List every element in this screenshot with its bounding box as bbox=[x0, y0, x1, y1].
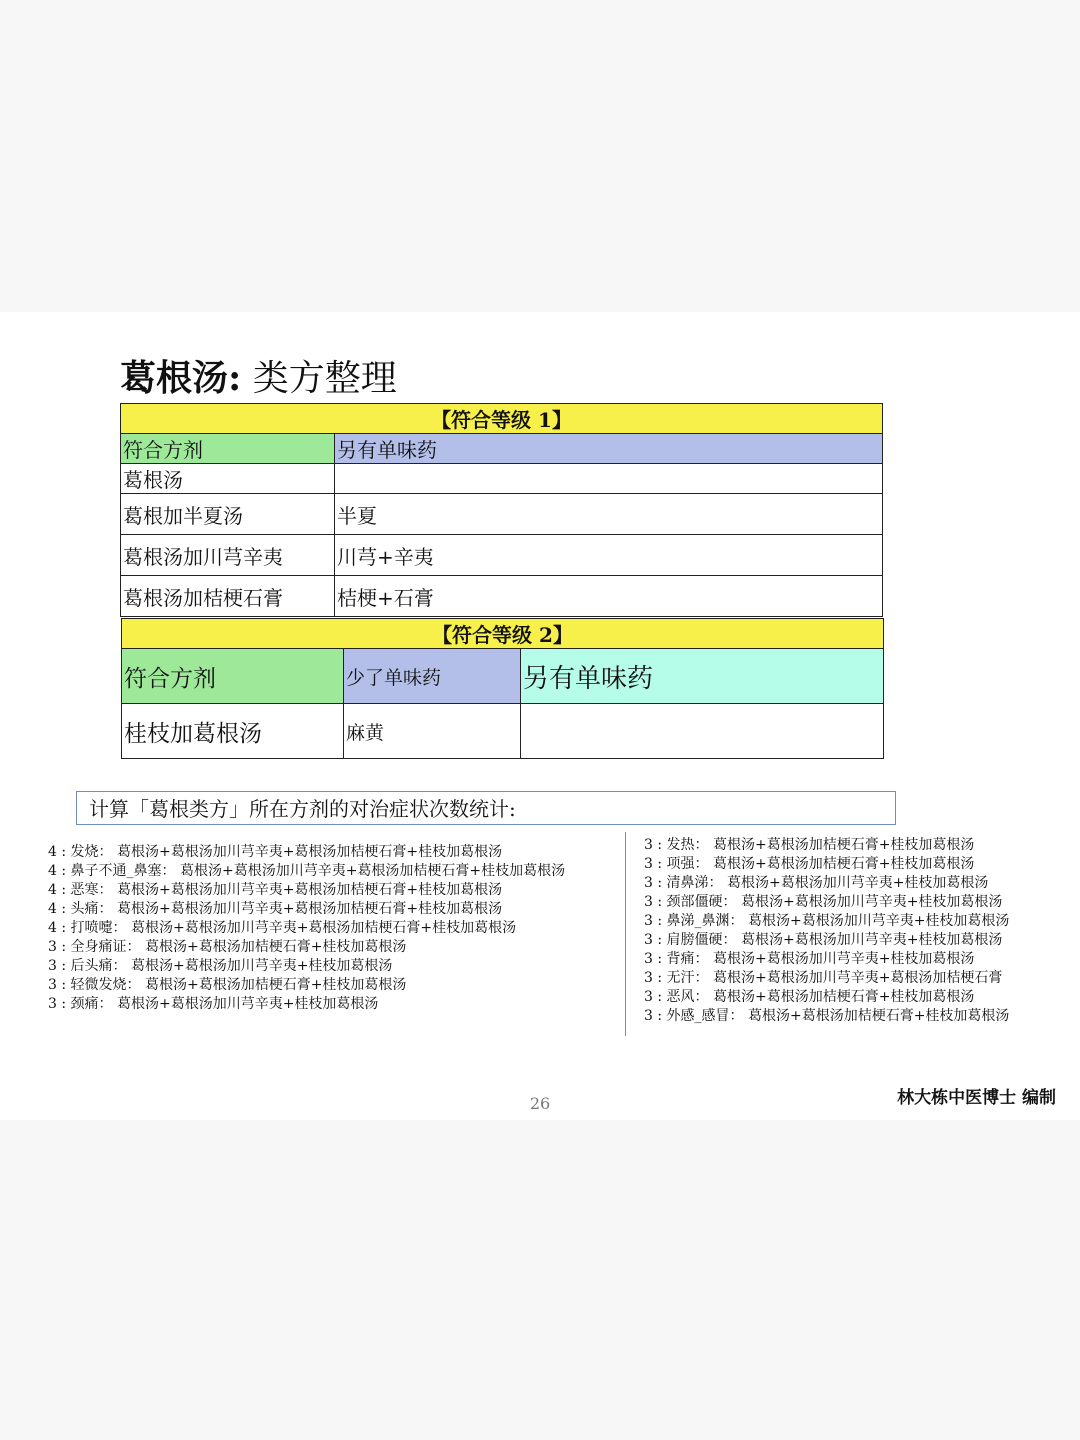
table-row bbox=[121, 535, 883, 576]
grade-2-header: 【符合等级 2】 bbox=[122, 619, 884, 649]
symptom-list-right bbox=[644, 836, 1009, 1026]
list-item: 3 : 恶风： 葛根汤+葛根汤加桔梗石膏+桂枝加葛根汤 bbox=[644, 989, 975, 1005]
title-bold: 葛根汤: bbox=[120, 357, 242, 399]
list-item: 3 : 项强： 葛根汤+葛根汤加桔梗石膏+桂枝加葛根汤 bbox=[644, 856, 975, 872]
list-item: 3 : 肩膀僵硬： 葛根汤+葛根汤加川芎辛夷+桂枝加葛根汤 bbox=[644, 932, 1003, 948]
list-item: 3 : 外感_感冒： 葛根汤+葛根汤加桔梗石膏+桂枝加葛根汤 bbox=[644, 1008, 1010, 1024]
grade-1-col-formula: 符合方剂 bbox=[121, 434, 335, 464]
grade-1-col-extra: 另有单味药 bbox=[335, 434, 883, 464]
list-item: 3 : 颈痛： 葛根汤+葛根汤加川芎辛夷+桂枝加葛根汤 bbox=[48, 996, 379, 1012]
list-item: 4 : 头痛： 葛根汤+葛根汤加川芎辛夷+葛根汤加桔梗石膏+桂枝加葛根汤 bbox=[48, 901, 503, 917]
list-item: 4 : 打喷嚏： 葛根汤+葛根汤加川芎辛夷+葛根汤加桔梗石膏+桂枝加葛根汤 bbox=[48, 920, 517, 936]
list-item: 4 : 鼻子不通_鼻塞： 葛根汤+葛根汤加川芎辛夷+葛根汤加桔梗石膏+桂枝加葛根汤 bbox=[48, 863, 566, 879]
list-item: 3 : 无汗： 葛根汤+葛根汤加川芎辛夷+葛根汤加桔梗石膏 bbox=[644, 970, 1003, 986]
grade-1-header: 【符合等级 1】 bbox=[121, 404, 883, 434]
page-number: 26 bbox=[529, 1094, 551, 1113]
author-credit: 林大栋中医博士 编制 bbox=[897, 1088, 1056, 1108]
formula-cell: 葛根汤加桔梗石膏 bbox=[121, 576, 335, 617]
slide bbox=[0, 312, 1080, 1120]
statistics-note: 计算「葛根类方」所在方剂的对治症状次数统计: bbox=[76, 791, 896, 825]
grade-2-col-formula: 符合方剂 bbox=[122, 649, 344, 704]
formula-cell: 葛根加半夏汤 bbox=[121, 494, 335, 535]
extra-cell: 半夏 bbox=[335, 494, 883, 535]
grade-2-col-extra: 另有单味药 bbox=[521, 649, 884, 704]
table-row bbox=[121, 464, 883, 494]
title-rest: 类方整理 bbox=[241, 358, 397, 399]
page-title bbox=[120, 350, 397, 401]
symptom-list-left bbox=[48, 843, 565, 1014]
table-row bbox=[121, 494, 883, 535]
extra-cell: 桔梗+石膏 bbox=[335, 576, 883, 617]
table-row bbox=[122, 704, 884, 759]
list-item: 4 : 发烧： 葛根汤+葛根汤加川芎辛夷+葛根汤加桔梗石膏+桂枝加葛根汤 bbox=[48, 844, 503, 860]
list-item: 3 : 全身痛证： 葛根汤+葛根汤加桔梗石膏+桂枝加葛根汤 bbox=[48, 939, 407, 955]
grade-2-table bbox=[121, 618, 884, 759]
list-item: 3 : 后头痛： 葛根汤+葛根汤加川芎辛夷+桂枝加葛根汤 bbox=[48, 958, 393, 974]
extra-cell bbox=[521, 704, 884, 759]
formula-cell: 桂枝加葛根汤 bbox=[122, 704, 344, 759]
list-item: 3 : 背痛： 葛根汤+葛根汤加川芎辛夷+桂枝加葛根汤 bbox=[644, 951, 975, 967]
list-item: 3 : 颈部僵硬： 葛根汤+葛根汤加川芎辛夷+桂枝加葛根汤 bbox=[644, 894, 1003, 910]
list-item: 3 : 发热： 葛根汤+葛根汤加桔梗石膏+桂枝加葛根汤 bbox=[644, 837, 975, 853]
table-row bbox=[121, 576, 883, 617]
formula-cell: 葛根汤 bbox=[121, 464, 335, 494]
grade-1-table bbox=[120, 403, 883, 617]
extra-cell: 川芎+辛夷 bbox=[335, 535, 883, 576]
grade-2-col-missing: 少了单味药 bbox=[344, 649, 521, 704]
extra-cell bbox=[335, 464, 883, 494]
formula-cell: 葛根汤加川芎辛夷 bbox=[121, 535, 335, 576]
list-item: 4 : 恶寒： 葛根汤+葛根汤加川芎辛夷+葛根汤加桔梗石膏+桂枝加葛根汤 bbox=[48, 882, 503, 898]
list-item: 3 : 清鼻涕： 葛根汤+葛根汤加川芎辛夷+桂枝加葛根汤 bbox=[644, 875, 989, 891]
list-item: 3 : 鼻涕_鼻渊： 葛根汤+葛根汤加川芎辛夷+桂枝加葛根汤 bbox=[644, 913, 1010, 929]
missing-cell: 麻黄 bbox=[344, 704, 521, 759]
list-item: 3 : 轻微发烧： 葛根汤+葛根汤加桔梗石膏+桂枝加葛根汤 bbox=[48, 977, 407, 993]
column-divider bbox=[625, 832, 626, 1036]
